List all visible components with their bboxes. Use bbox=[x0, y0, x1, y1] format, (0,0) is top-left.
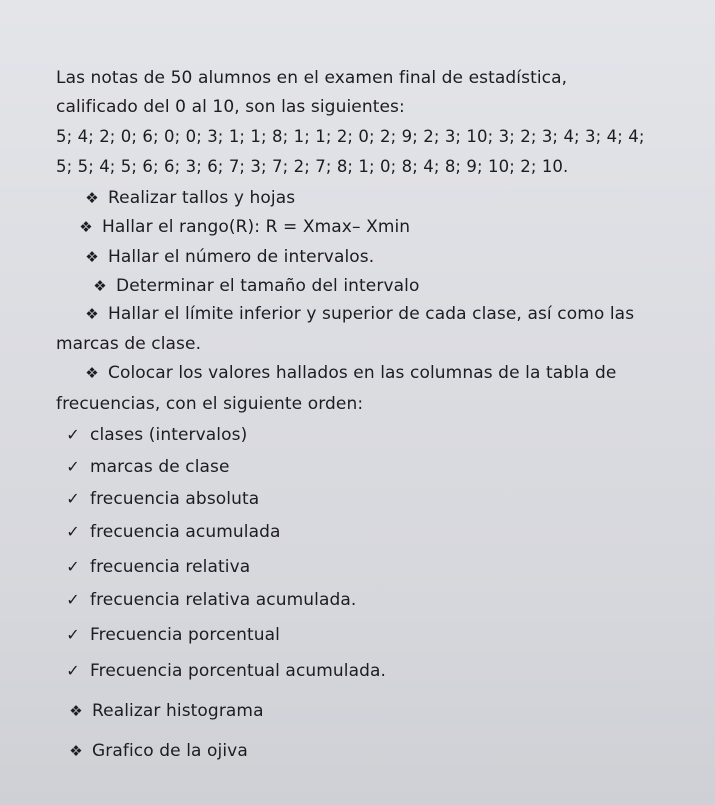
check-icon: ✓ bbox=[66, 590, 80, 609]
column-item bbox=[66, 589, 356, 611]
task-continuation: frecuencias, con el siguiente orden: bbox=[56, 394, 364, 414]
diamond-cross-icon: ❖ bbox=[69, 702, 83, 720]
column-item bbox=[66, 521, 281, 543]
data-values-line-2: 5; 5; 4; 5; 6; 6; 3; 6; 7; 3; 7; 2; 7; 8; 1; 0; 8; 4; 8; 9; 10; 2; 10. bbox=[56, 157, 569, 176]
check-icon: ✓ bbox=[66, 625, 80, 644]
column-item bbox=[66, 556, 250, 578]
diamond-cross-icon: ❖ bbox=[85, 305, 99, 323]
column-item bbox=[66, 488, 259, 510]
column-label: frecuencia relativa bbox=[90, 557, 251, 577]
task-item-limits bbox=[84, 303, 634, 325]
task-item-stem-leaf bbox=[84, 187, 295, 209]
task-label: Colocar los valores hallados en las columnas de la tabla de bbox=[108, 363, 617, 383]
column-label: Frecuencia porcentual bbox=[90, 625, 280, 645]
task-item-histogram bbox=[68, 700, 264, 722]
check-icon: ✓ bbox=[66, 557, 80, 576]
task-label: Grafico de la ojiva bbox=[92, 741, 248, 761]
column-label: marcas de clase bbox=[90, 457, 230, 477]
task-label: Determinar el tamaño del intervalo bbox=[116, 276, 420, 296]
task-label: Realizar tallos y hojas bbox=[108, 188, 296, 208]
data-values-line-1: 5; 4; 2; 0; 6; 0; 0; 3; 1; 1; 8; 1; 1; 2; 0; 2; 9; 2; 3; 10; 3; 2; 3; 4; 3; 4; 4; bbox=[56, 127, 645, 146]
task-label: Hallar el rango(R): R = Xmax– Xmin bbox=[102, 217, 411, 237]
column-label: frecuencia absoluta bbox=[90, 489, 260, 509]
column-label: frecuencia acumulada bbox=[90, 522, 281, 542]
column-label: clases (intervalos) bbox=[90, 425, 248, 445]
diamond-cross-icon: ❖ bbox=[85, 248, 99, 266]
column-item bbox=[66, 624, 280, 646]
task-label: Realizar histograma bbox=[92, 701, 264, 721]
task-label: Hallar el límite inferior y superior de cada clase, así como las bbox=[108, 304, 635, 324]
check-icon: ✓ bbox=[66, 457, 80, 476]
task-continuation: marcas de clase. bbox=[56, 334, 202, 354]
diamond-cross-icon: ❖ bbox=[69, 742, 83, 760]
intro-line-2: calificado del 0 al 10, son las siguientes: bbox=[56, 97, 405, 117]
column-item bbox=[66, 660, 386, 682]
task-item-intervals bbox=[84, 246, 374, 268]
column-item bbox=[66, 456, 230, 478]
check-icon: ✓ bbox=[66, 425, 80, 444]
task-label: Hallar el número de intervalos. bbox=[108, 247, 375, 267]
check-icon: ✓ bbox=[66, 489, 80, 508]
task-item-frequency-table bbox=[84, 362, 616, 384]
diamond-cross-icon: ❖ bbox=[85, 364, 99, 382]
task-item-interval-size bbox=[92, 275, 419, 297]
column-label: frecuencia relativa acumulada. bbox=[90, 590, 357, 610]
column-label: Frecuencia porcentual acumulada. bbox=[90, 661, 387, 681]
check-icon: ✓ bbox=[66, 661, 80, 680]
column-item bbox=[66, 424, 247, 446]
task-item-ogive bbox=[68, 740, 248, 762]
diamond-cross-icon: ❖ bbox=[85, 189, 99, 207]
diamond-cross-icon: ❖ bbox=[93, 277, 107, 295]
task-item-range bbox=[78, 216, 410, 238]
intro-line-1: Las notas de 50 alumnos en el examen final de estadística, bbox=[56, 68, 568, 88]
check-icon: ✓ bbox=[66, 522, 80, 541]
diamond-cross-icon: ❖ bbox=[79, 218, 93, 236]
